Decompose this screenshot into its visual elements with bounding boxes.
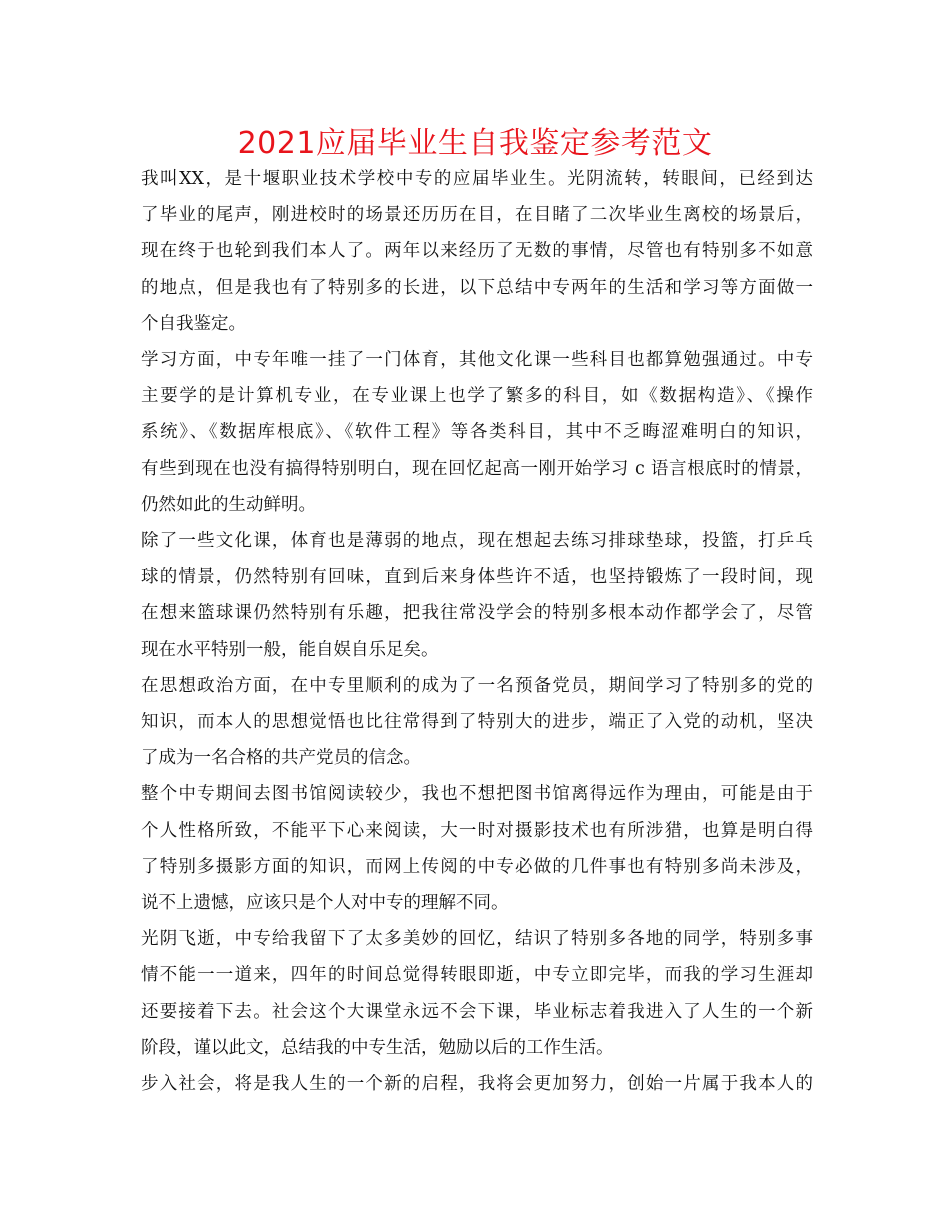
- text-line: 仍然如此的生动鲜明。: [141, 494, 316, 515]
- text-line: 主要学的是计算机专业，在专业课上也学了繁多的科目，如《数据构造》、《操作: [141, 386, 813, 407]
- text-line: 我叫XX，是十堰职业技术学校中专的应届毕业生。光阴流转，转眼间，已经到达: [141, 169, 813, 189]
- document-body: [141, 161, 813, 1102]
- text-line: 在思想政治方面，在中专里顺利的成为了一名预备党员，期间学习了特别多的党的: [141, 675, 813, 696]
- text-line: 说不上遗憾，应该只是个人对中专的理解不同。: [141, 893, 509, 914]
- text-line: 现在终于也轮到我们本人了。两年以来经历了无数的事情，尽管也有特别多不如意: [141, 241, 813, 262]
- text-line: 在想来篮球课仍然特别有乐趣，把我往常没学会的特别多根本动作都学会了，尽管: [141, 603, 813, 624]
- text-line: 整个中专期间去图书馆阅读较少，我也不想把图书馆离得远作为理由，可能是由于: [141, 784, 813, 805]
- text-line: 个人性格所致，不能平下心来阅读，大一时对摄影技术也有所涉猎，也算是明白得: [141, 820, 813, 841]
- text-line: 球的情景，仍然特别有回味，直到后来身体些许不适，也坚持锻炼了一段时间，现: [141, 567, 813, 588]
- text-line: 光阴飞逝，中专给我留下了太多美妙的回忆，结识了特别多各地的同学，特别多事: [141, 929, 813, 950]
- text-line: 阶段，谨以此文，总结我的中专生活，勉励以后的工作生活。: [141, 1037, 614, 1058]
- text-line: 有些到现在也没有搞得特别明白，现在回忆起高一刚开始学习 c 语言根底时的情景，: [141, 458, 813, 479]
- text-line: 学习方面，中专年唯一挂了一门体育，其他文化课一些科目也都算勉强通过。中专: [141, 350, 813, 371]
- text-line: 步入社会，将是我人生的一个新的启程，我将会更加努力，创始一片属于我本人的: [141, 1074, 813, 1095]
- text-line: 系统》、《数据库根底》、《软件工程》等各类科目，其中不乏晦涩难明白的知识，: [141, 422, 813, 443]
- text-line: 了毕业的尾声，刚进校时的场景还历历在目，在目睹了二次毕业生离校的场景后，: [141, 205, 813, 226]
- text-line: 现在水平特别一般，能自娱自乐足矣。: [141, 639, 439, 660]
- text-line: 了特别多摄影方面的知识，而网上传阅的中专必做的几件事也有特别多尚未涉及，: [141, 856, 813, 877]
- document-title: 2021应届毕业生自我鉴定参考范文: [237, 126, 713, 161]
- text-line: 还要接着下去。社会这个大课堂永远不会下课，毕业标志着我进入了人生的一个新: [141, 1001, 813, 1022]
- text-line: 情不能一一道来，四年的时间总觉得转眼即逝，中专立即完毕，而我的学习生涯却: [141, 965, 813, 986]
- text-line: 个自我鉴定。: [141, 313, 246, 334]
- text-line: 除了一些文化课，体育也是薄弱的地点，现在想起去练习排球垫球，投篮，打乒乓: [141, 531, 813, 552]
- text-line: 的地点，但是我也有了特别多的长进，以下总结中专两年的生活和学习等方面做一: [141, 277, 813, 298]
- text-line: 了成为一名合格的共产党员的信念。: [141, 748, 421, 769]
- text-line: 知识，而本人的思想觉悟也比往常得到了特别大的进步，端正了入党的动机，坚决: [141, 712, 813, 733]
